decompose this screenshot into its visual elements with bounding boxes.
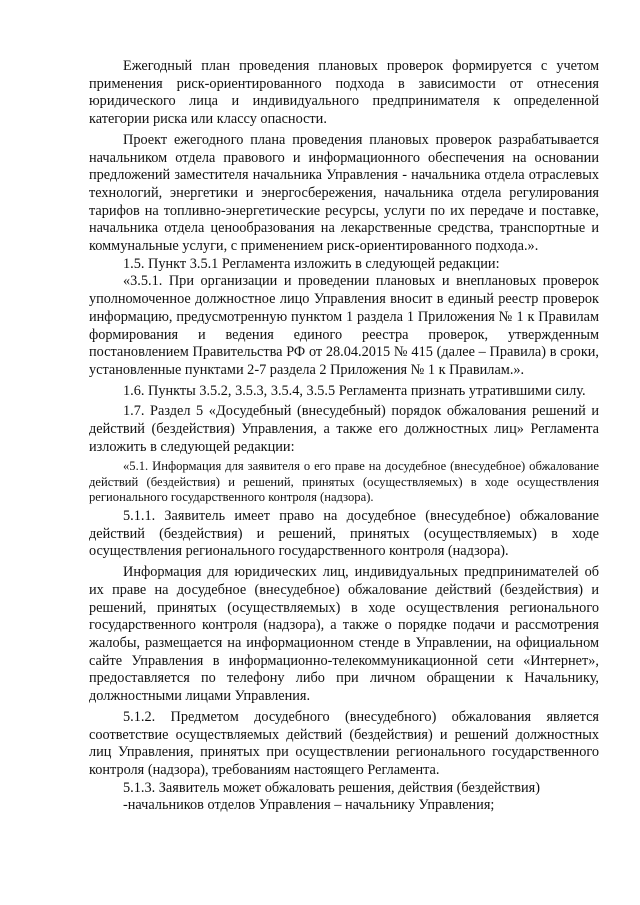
paragraph-risk-plan: Ежегодный план проведения плановых проверок формируется с учетом применения риск-ориентированного подхода в зависимости от отнесения юридического лица и индивидуального предпринимателя к определенной категории риска или классу опасности.: [89, 58, 599, 128]
paragraph-plan-draft: Проект ежегодного плана проведения плановых проверок разрабатывается начальником отдела правового и информационного обеспечения на основании предложений заместителя начальника Управления - начальника отдела отраслевых технологий, энергетики и энергосбережения, начальника отдела регулирования тарифов на топливно-энергетические ресурсы, услуги по их передаче и поставке, начальника отдела ценообразования на лекарственные средства, транспортные и коммунальные услуги, с применением риск-ориентированного подхода.».: [89, 131, 599, 255]
paragraph-clause-3-5-1: «3.5.1. При организации и проведении плановых и внеплановых проверок уполномоченное должностное лицо Управления вносит в единый реестр проверок информацию, предусмотренную пунктом 1 раздела 1 Приложения № 1 к Правилам формирования и ведения единого реестра проверок, утвержденным постановлением Правительства РФ от 28.04.2015 № 415 (далее – Правила) в сроки, установленные пунктами 2-7 раздела 2 Приложения № 1 к Правилам.».: [89, 273, 599, 378]
paragraph-clause-5-1-2: 5.1.2. Предметом досудебного (внесудебного) обжалования является соответствие осуществляемых действий (бездействия) и решений должностных лиц Управления, принятых при осуществлении регионального государственного контроля (надзора), требованиям настоящего Регламента.: [89, 708, 599, 778]
paragraph-clause-5-1-3: 5.1.3. Заявитель может обжаловать решения, действия (бездействия): [123, 779, 540, 796]
paragraph-appeal-info: Информация для юридических лиц, индивидуальных предпринимателей об их праве на досудебное (внесудебное) обжалование действий (бездействия) и решений, принятых (осуществляемых) в ходе осуществления регионального государственного контроля (надзора), а также о порядке подачи и рассмотрения жалобы, размещается на информационном стенде в Управлении, на официальном сайте Управления в информационно-телекоммуникационной сети «Интернет», предоставляется по телефону либо при личном обращении к Начальнику, должностными лицами Управления.: [89, 564, 599, 705]
paragraph-clause-5-1-1: 5.1.1. Заявитель имеет право на досудебное (внесудебное) обжалование действий (бездействия) и решений, принятых (осуществляемых) в ходе осуществления регионального государственного контроля (надзора).: [89, 508, 599, 560]
document-body: [89, 58, 599, 815]
paragraph-item-1-5: 1.5. Пункт 3.5.1 Регламента изложить в следующей редакции:: [123, 255, 500, 272]
paragraph-department-heads: -начальников отделов Управления – начальнику Управления;: [123, 797, 495, 814]
paragraph-item-1-7: 1.7. Раздел 5 «Досудебный (внесудебный) порядок обжалования решений и действий (бездействия) Управления, а также его должностных лиц» Регламента изложить в следующей редакции:: [89, 403, 599, 455]
paragraph-clause-5-1: «5.1. Информация для заявителя о его праве на досудебное (внесудебное) обжалование действий (бездействия) и решений, принятых (осуществляемых) в ходе осуществления регионального государственного контроля (надзора).: [89, 459, 599, 504]
paragraph-item-1-6: 1.6. Пункты 3.5.2, 3.5.3, 3.5.4, 3.5.5 Регламента признать утратившими силу.: [123, 382, 586, 399]
